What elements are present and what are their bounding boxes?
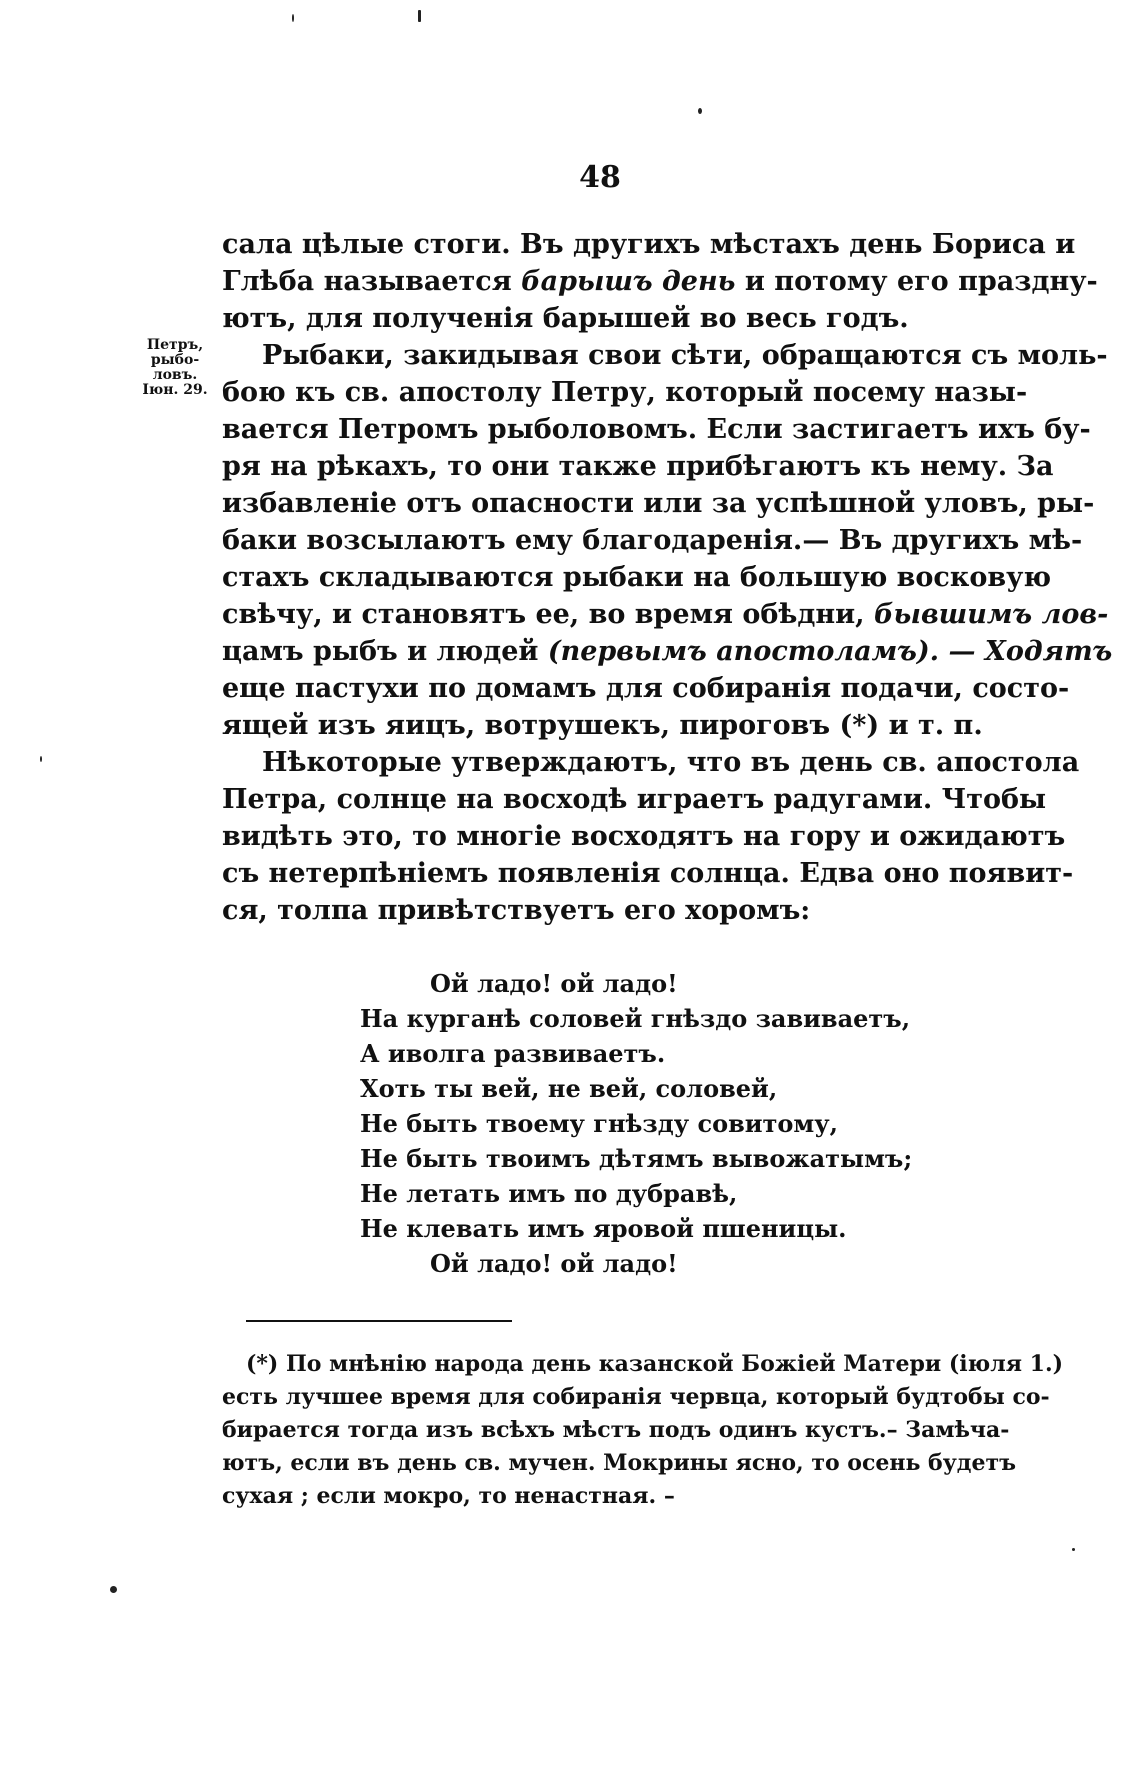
poem-line: Не летать имъ по дубравѣ, xyxy=(360,1179,738,1208)
footnote-line: (*) По мнѣнію народа день казанской Божіей Матери (іюля 1.) xyxy=(246,1351,1064,1377)
body-line: Глѣба называется барышъ день и потому его праздну- xyxy=(222,266,1098,297)
poem-line: Не клевать имъ яровой пшеницы. xyxy=(360,1214,847,1243)
body-line: стахъ складываются рыбаки на большую восковую xyxy=(222,562,1052,593)
body-line: ся, толпа привѣтствуетъ его хоромъ: xyxy=(222,895,811,926)
body-line: Петра, солнце на восходѣ играетъ радугами. Чтобы xyxy=(222,784,1047,815)
footnote-line: есть лучшее время для собиранія червца, который будтобы со- xyxy=(222,1384,1050,1410)
scan-speck xyxy=(292,14,294,22)
margin-note-line: ловъ. xyxy=(152,367,198,383)
body-line: ря на рѣкахъ, то они также прибѣгаютъ къ нему. За xyxy=(222,451,1054,482)
body-line: баки возсылаютъ ему благодаренія.— Въ другихъ мѣ- xyxy=(222,525,1083,556)
body-line: сала цѣлые стоги. Въ другихъ мѣстахъ день Бориса и xyxy=(222,229,1076,260)
scan-speck xyxy=(1072,1548,1075,1551)
body-line: свѣчу, и становятъ ее, во время обѣдни, бывшимъ лов- xyxy=(222,599,1109,630)
footnote-line: бирается тогда изъ всѣхъ мѣстъ подъ одинъ кустъ.– Замѣча- xyxy=(222,1417,1010,1443)
body-line: бою къ св. апостолу Петру, который посему назы- xyxy=(222,377,1028,408)
body-line: видѣть это, то многіе восходятъ на гору и ожидаютъ xyxy=(222,821,1066,852)
footnote-line: ютъ, если въ день св. мучен. Мокрины ясно, то осень будетъ xyxy=(222,1450,1016,1476)
poem-line: Не быть твоему гнѣзду совитому, xyxy=(360,1109,838,1138)
italic-run: бывшимъ лов- xyxy=(873,599,1109,630)
body-line: ютъ, для полученія барышей во весь годъ. xyxy=(222,303,909,334)
body-line: Нѣкоторые утверждаютъ, что въ день св. апостола xyxy=(262,747,1080,778)
italic-run: (первымъ апостоламъ). — Ходятъ xyxy=(538,636,1113,667)
body-line: съ нетерпѣніемъ появленія солнца. Едва оно появит- xyxy=(222,858,1074,889)
body-line: цамъ рыбъ и людей (первымъ апостоламъ). — Ходятъ xyxy=(222,636,1113,667)
footnote xyxy=(222,1348,1064,1513)
poem-line: На курганѣ соловей гнѣздо завиваетъ, xyxy=(360,1004,911,1033)
scan-speck xyxy=(110,1586,117,1593)
poem-line: Ой ладо! ой ладо! xyxy=(430,969,678,998)
margin-note-line: рыбо- xyxy=(150,352,200,368)
italic-run: барышъ день xyxy=(521,266,736,297)
body-line: Рыбаки, закидывая свои сѣти, обращаются съ моль- xyxy=(262,340,1108,371)
poem-line: Не быть твоимъ дѣтямъ вывожатымъ; xyxy=(360,1144,913,1173)
margin-note-line: Іюн. 29. xyxy=(142,382,208,398)
margin-note-line: Петръ, xyxy=(146,337,204,353)
scan-speck xyxy=(418,10,421,22)
margin-note xyxy=(130,338,220,398)
scan-speck xyxy=(698,108,702,114)
body-line: еще пастухи по домамъ для собиранія подачи, состо- xyxy=(222,673,1070,704)
footnote-line: сухая ; если мокро, то ненастная. – xyxy=(222,1483,675,1509)
scan-speck xyxy=(40,756,42,762)
poem-line: А иволга развиваетъ. xyxy=(360,1039,666,1068)
poem-line: Хоть ты вей, не вей, соловей, xyxy=(360,1074,778,1103)
body-text xyxy=(222,226,1113,929)
body-line: избавленіе отъ опасности или за успѣшной уловъ, ры- xyxy=(222,488,1095,519)
page-number: 48 xyxy=(579,160,621,195)
footnote-divider xyxy=(246,1320,512,1322)
poem xyxy=(360,966,960,1281)
body-line: ящей изъ яицъ, вотрушекъ, пироговъ (*) и т. п. xyxy=(222,710,983,741)
poem-line: Ой ладо! ой ладо! xyxy=(430,1249,678,1278)
body-line: вается Петромъ рыболовомъ. Если застигаетъ ихъ бу- xyxy=(222,414,1091,445)
